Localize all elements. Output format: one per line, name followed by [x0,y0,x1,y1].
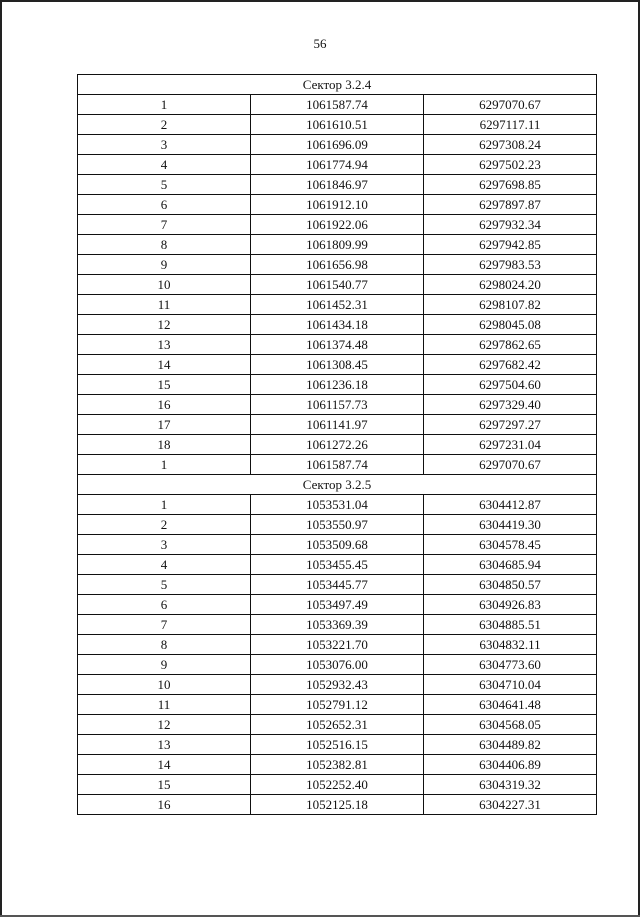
point-number-cell: 18 [78,435,251,455]
table-row [78,275,597,295]
table-row [78,135,597,155]
point-number-cell: 16 [78,395,251,415]
x-coordinate-cell: 1061587.74 [251,95,424,115]
x-coordinate-cell: 1061696.09 [251,135,424,155]
x-coordinate-cell: 1053550.97 [251,515,424,535]
table-row [78,755,597,775]
y-coordinate-cell: 6304850.57 [424,575,597,595]
y-coordinate-cell: 6297502.23 [424,155,597,175]
table-row [78,175,597,195]
page-border-left [0,0,2,917]
y-coordinate-cell: 6304489.82 [424,735,597,755]
point-number-cell: 7 [78,215,251,235]
x-coordinate-cell: 1061774.94 [251,155,424,175]
page-border-top [0,0,640,2]
y-coordinate-cell: 6304419.30 [424,515,597,535]
table-row [78,515,597,535]
x-coordinate-cell: 1061236.18 [251,375,424,395]
x-coordinate-cell: 1053221.70 [251,635,424,655]
x-coordinate-cell: 1061922.06 [251,215,424,235]
table-row [78,775,597,795]
x-coordinate-cell: 1061157.73 [251,395,424,415]
table-row [78,215,597,235]
table-row [78,295,597,315]
point-number-cell: 8 [78,635,251,655]
x-coordinate-cell: 1061912.10 [251,195,424,215]
table-row [78,495,597,515]
y-coordinate-cell: 6304406.89 [424,755,597,775]
y-coordinate-cell: 6304926.83 [424,595,597,615]
table-row [78,235,597,255]
y-coordinate-cell: 6297983.53 [424,255,597,275]
point-number-cell: 6 [78,195,251,215]
point-number-cell: 2 [78,115,251,135]
table-row [78,715,597,735]
x-coordinate-cell: 1052652.31 [251,715,424,735]
x-coordinate-cell: 1052516.15 [251,735,424,755]
x-coordinate-cell: 1053509.68 [251,535,424,555]
y-coordinate-cell: 6297329.40 [424,395,597,415]
y-coordinate-cell: 6304832.11 [424,635,597,655]
y-coordinate-cell: 6298045.08 [424,315,597,335]
x-coordinate-cell: 1061452.31 [251,295,424,315]
y-coordinate-cell: 6297070.67 [424,95,597,115]
table-row [78,635,597,655]
x-coordinate-cell: 1061272.26 [251,435,424,455]
sector-title: Сектор 3.2.5 [78,475,597,495]
table-row [78,415,597,435]
x-coordinate-cell: 1052252.40 [251,775,424,795]
x-coordinate-cell: 1053369.39 [251,615,424,635]
coordinates-table [77,74,597,815]
point-number-cell: 9 [78,255,251,275]
sector-title: Сектор 3.2.4 [78,75,597,95]
table-row [78,395,597,415]
x-coordinate-cell: 1061374.48 [251,335,424,355]
point-number-cell: 16 [78,795,251,815]
sector-header-row [78,75,597,95]
x-coordinate-cell: 1061809.99 [251,235,424,255]
point-number-cell: 7 [78,615,251,635]
table-row [78,735,597,755]
y-coordinate-cell: 6298107.82 [424,295,597,315]
y-coordinate-cell: 6304773.60 [424,655,597,675]
point-number-cell: 14 [78,755,251,775]
table-row [78,575,597,595]
x-coordinate-cell: 1061656.98 [251,255,424,275]
x-coordinate-cell: 1052382.81 [251,755,424,775]
x-coordinate-cell: 1061587.74 [251,455,424,475]
point-number-cell: 13 [78,335,251,355]
x-coordinate-cell: 1053455.45 [251,555,424,575]
table-row [78,595,597,615]
table-row [78,535,597,555]
point-number-cell: 17 [78,415,251,435]
point-number-cell: 12 [78,315,251,335]
table-row [78,335,597,355]
x-coordinate-cell: 1053531.04 [251,495,424,515]
y-coordinate-cell: 6297297.27 [424,415,597,435]
x-coordinate-cell: 1061434.18 [251,315,424,335]
x-coordinate-cell: 1061308.45 [251,355,424,375]
table-row [78,195,597,215]
table-row [78,375,597,395]
table-row [78,795,597,815]
table-row [78,255,597,275]
y-coordinate-cell: 6304227.31 [424,795,597,815]
point-number-cell: 1 [78,455,251,475]
page-number: 56 [313,36,327,51]
y-coordinate-cell: 6297698.85 [424,175,597,195]
y-coordinate-cell: 6297504.60 [424,375,597,395]
table-row [78,455,597,475]
x-coordinate-cell: 1061846.97 [251,175,424,195]
x-coordinate-cell: 1052125.18 [251,795,424,815]
point-number-cell: 6 [78,595,251,615]
point-number-cell: 8 [78,235,251,255]
point-number-cell: 5 [78,175,251,195]
coordinates-table-body [78,75,597,815]
y-coordinate-cell: 6297932.34 [424,215,597,235]
y-coordinate-cell: 6297117.11 [424,115,597,135]
x-coordinate-cell: 1061540.77 [251,275,424,295]
table-row [78,655,597,675]
y-coordinate-cell: 6297308.24 [424,135,597,155]
x-coordinate-cell: 1052791.12 [251,695,424,715]
y-coordinate-cell: 6297070.67 [424,455,597,475]
table-row [78,675,597,695]
table-row [78,155,597,175]
point-number-cell: 12 [78,715,251,735]
table-row [78,315,597,335]
y-coordinate-cell: 6298024.20 [424,275,597,295]
y-coordinate-cell: 6304885.51 [424,615,597,635]
y-coordinate-cell: 6297231.04 [424,435,597,455]
table-row [78,695,597,715]
y-coordinate-cell: 6304641.48 [424,695,597,715]
table-row [78,555,597,575]
x-coordinate-cell: 1052932.43 [251,675,424,695]
y-coordinate-cell: 6304710.04 [424,675,597,695]
point-number-cell: 15 [78,775,251,795]
table-row [78,615,597,635]
y-coordinate-cell: 6304685.94 [424,555,597,575]
y-coordinate-cell: 6304319.32 [424,775,597,795]
point-number-cell: 1 [78,495,251,515]
y-coordinate-cell: 6297862.65 [424,335,597,355]
point-number-cell: 11 [78,295,251,315]
y-coordinate-cell: 6304578.45 [424,535,597,555]
point-number-cell: 2 [78,515,251,535]
point-number-cell: 4 [78,555,251,575]
y-coordinate-cell: 6297682.42 [424,355,597,375]
point-number-cell: 3 [78,535,251,555]
point-number-cell: 15 [78,375,251,395]
y-coordinate-cell: 6297942.85 [424,235,597,255]
point-number-cell: 10 [78,675,251,695]
y-coordinate-cell: 6297897.87 [424,195,597,215]
table-row [78,95,597,115]
point-number-cell: 14 [78,355,251,375]
y-coordinate-cell: 6304412.87 [424,495,597,515]
point-number-cell: 1 [78,95,251,115]
x-coordinate-cell: 1061610.51 [251,115,424,135]
x-coordinate-cell: 1053445.77 [251,575,424,595]
y-coordinate-cell: 6304568.05 [424,715,597,735]
point-number-cell: 9 [78,655,251,675]
point-number-cell: 11 [78,695,251,715]
table-row [78,115,597,135]
sector-header-row [78,475,597,495]
table-row [78,355,597,375]
point-number-cell: 3 [78,135,251,155]
point-number-cell: 13 [78,735,251,755]
point-number-cell: 5 [78,575,251,595]
table-row [78,435,597,455]
point-number-cell: 4 [78,155,251,175]
x-coordinate-cell: 1053497.49 [251,595,424,615]
x-coordinate-cell: 1053076.00 [251,655,424,675]
x-coordinate-cell: 1061141.97 [251,415,424,435]
point-number-cell: 10 [78,275,251,295]
